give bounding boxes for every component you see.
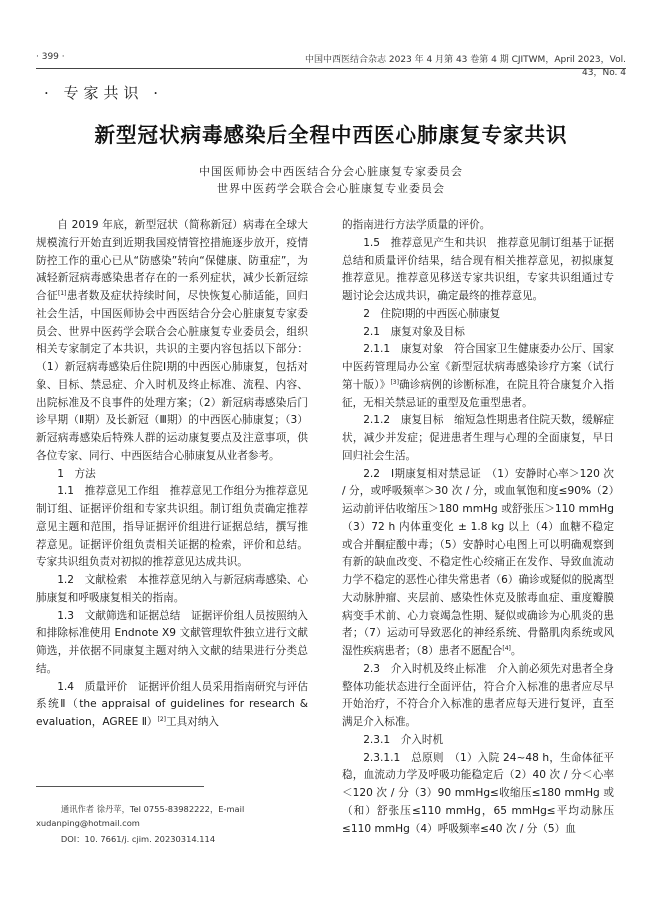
author-org-1: 中国医师协会中西医结合分会心脏康复专家委员会 xyxy=(199,165,463,178)
footnote-doi: DOI：10. 7661/j. cjim. 20230314.114 xyxy=(60,834,216,844)
paragraph-2-1-2: 2.1.2 康复目标 缩短急性期患者住院天数，缓解症状，减少并发症；促进患者生理与心理的全面康复，早日回归社会生活。 xyxy=(342,414,614,462)
paragraph-2-1-1: 2.1.1 康复对象 符合国家卫生健康委办公厅、国家中医药管理局办公室《新型冠状病毒感染诊疗方案（试行第十版）》[3]确诊病例的诊断标准，在院且符合康复介入指征，无相关禁忌证的重型及危重型患者。 xyxy=(342,343,615,409)
paragraph-2-2: 2.2 Ⅰ期康复相对禁忌证 （1）安静时心率＞120 次 / 分，或呼吸频率＞30 次 / 分，或血氧饱和度≤90%（2）运动前评估收缩压＞180 mmHg 或舒张压＞110 mmHg（3）72 h 内体重变化 ± 1.8 kg 以上（4）血糖不稳定或合并酮症酸中毒；（5）安静时心电图上可以明确观察到有新的缺血改变、不稳定性心绞痛正在发作、导致血流动力学不稳定的恶性心律失常患者（6）确诊或疑似的脱离型大动脉肿瘤、夹层前、感染性休克及脓毒血症、重度瓣膜病变手术前、心力衰竭急性期、疑似或确诊为心肌炎的患者；（7）运动可导致恶化的神经系统、骨骼肌肉系统或风湿性疾病患者；（8）患者不愿配合[4]。 xyxy=(342,467,614,657)
paragraph-2-3: 2.3 介入时机及终止标准 介入前必须先对患者全身整体功能状态进行全面评估，符合介入标准的患者应尽早开始治疗，不符合介入标准的患者应每天进行复评，直至满足介入标准。 xyxy=(342,662,614,728)
paragraph-1-3: 1.3 文献筛选和证据总结 证据评价组人员按照纳入和排除标准使用 Endnote X9 文献管理软件独立进行文献筛选，并依据不同康复主题对纳入文献的结果进行分类总结。 xyxy=(36,609,308,675)
heading-2: 2 住院Ⅰ期的中西医心肺康复 xyxy=(363,307,501,320)
citation-ref[interactable]: [1] xyxy=(57,290,67,297)
paragraph-1-1: 1.1 推荐意见工作组 推荐意见工作组分为推荐意见制订组、证据评价组和专家共识组。制订组负责确定推荐意见主题和范围，指导证据评价组进行证据总结，撰写推荐意见。证据评价组负责相关证据的检索，评价和总结。专家共识组负责对初拟的推荐意见达成共识。 xyxy=(36,485,308,569)
footnote-rule xyxy=(36,786,204,787)
left-column xyxy=(36,217,308,732)
heading-2-3-1: 2.3.1 介入时机 xyxy=(363,733,444,746)
paragraph-1-5: 1.5 推荐意见产生和共识 推荐意见制订组基于证据总结和质量评价结果，结合现有相关推荐意见，初拟康复推荐意见。推荐意见移送专家共识组，专家共识组通过专题讨论会达成共识，确定最终的推荐意见。 xyxy=(342,236,614,302)
author-org-2: 世界中医药学会联合会心脏康复专业委员会 xyxy=(217,182,445,195)
citation-ref[interactable]: [2] xyxy=(157,716,167,723)
heading-methods: 1 方法 xyxy=(57,467,96,480)
footnote-corresponding: 通讯作者 徐丹苹，Tel 0755-83982222，E-mail xudanping@hotmail.com xyxy=(36,804,245,828)
section-label: · 专家共识 · xyxy=(44,84,164,102)
citation-ref[interactable]: [4] xyxy=(502,645,511,652)
journal-info: 中国中西医结合杂志 2023 年 4 月第 43 卷第 4 期 CJITWM，April 2023，Vol. 43，No. 4 xyxy=(305,55,626,78)
header-rule xyxy=(36,68,626,69)
paragraph-1-2: 1.2 文献检索 本推荐意见纳入与新冠病毒感染、心肺康复和呼吸康复相关的指南。 xyxy=(36,574,308,604)
paragraph-2-3-1-1: 2.3.1.1 总原则 （1）入院 24~48 h，生命体征平稳，血流动力学及呼吸功能稳定后（2）40 次 / 分＜心率＜120 次 / 分（3）90 mmHg≤收缩压≤180 mmHg 或（和）舒张压≤110 mmHg，65 mmHg≤平均动脉压≤110 mmHg（4）呼吸频率≤40 次 / 分（5）血 xyxy=(342,751,614,835)
paragraph-1-4: 1.4 质量评价 证据评价组人员采用指南研究与评估系统Ⅱ（the appraisal of guidelines for research & evaluation，AGREE Ⅱ）[2]工具对纳入 xyxy=(36,680,308,728)
paragraph-1-4-cont: 的指南进行方法学质量的评价。 xyxy=(342,219,491,231)
article-title: 新型冠状病毒感染后全程中西医心肺康复专家共识 xyxy=(94,123,568,147)
page-number: · 399 · xyxy=(36,52,65,62)
right-column xyxy=(342,217,614,838)
intro-paragraph: 自 2019 年底，新型冠状（简称新冠）病毒在全球大规模流行开始直到近期我国疫情管控措施逐步放开，疫情防控工作的重心已从“防感染”转向“保健康、防重症”，为减轻新冠病毒感染患者存在的一系列症状，减少长新冠综合征[1]患者数及症状持续时间，尽快恢复心肺适能，回归社会生活，中国医师协会中西医结合分会心脏康复专家委员会、世界中医药学会联合会心脏康复专业委员会，组织相关专家制定了本共识，共识的主要内容包括以下部分：（1）新冠病毒感染后住院Ⅰ期的中西医心肺康复，包括对象、目标、禁忌症、介入时机及终止标准、流程、内容、出院标准及不良事件的处理方案；（2）新冠病毒感染后门诊早期（Ⅱ期）及长新冠（Ⅲ期）的中西医心肺康复；（3）新冠病毒感染后特殊人群的运动康复要点及注意事项，供各位专家、同行、中西医结合心肺康复从业者参考。 xyxy=(36,219,309,462)
heading-2-1: 2.1 康复对象及目标 xyxy=(363,325,465,338)
citation-ref[interactable]: [3] xyxy=(390,378,399,386)
